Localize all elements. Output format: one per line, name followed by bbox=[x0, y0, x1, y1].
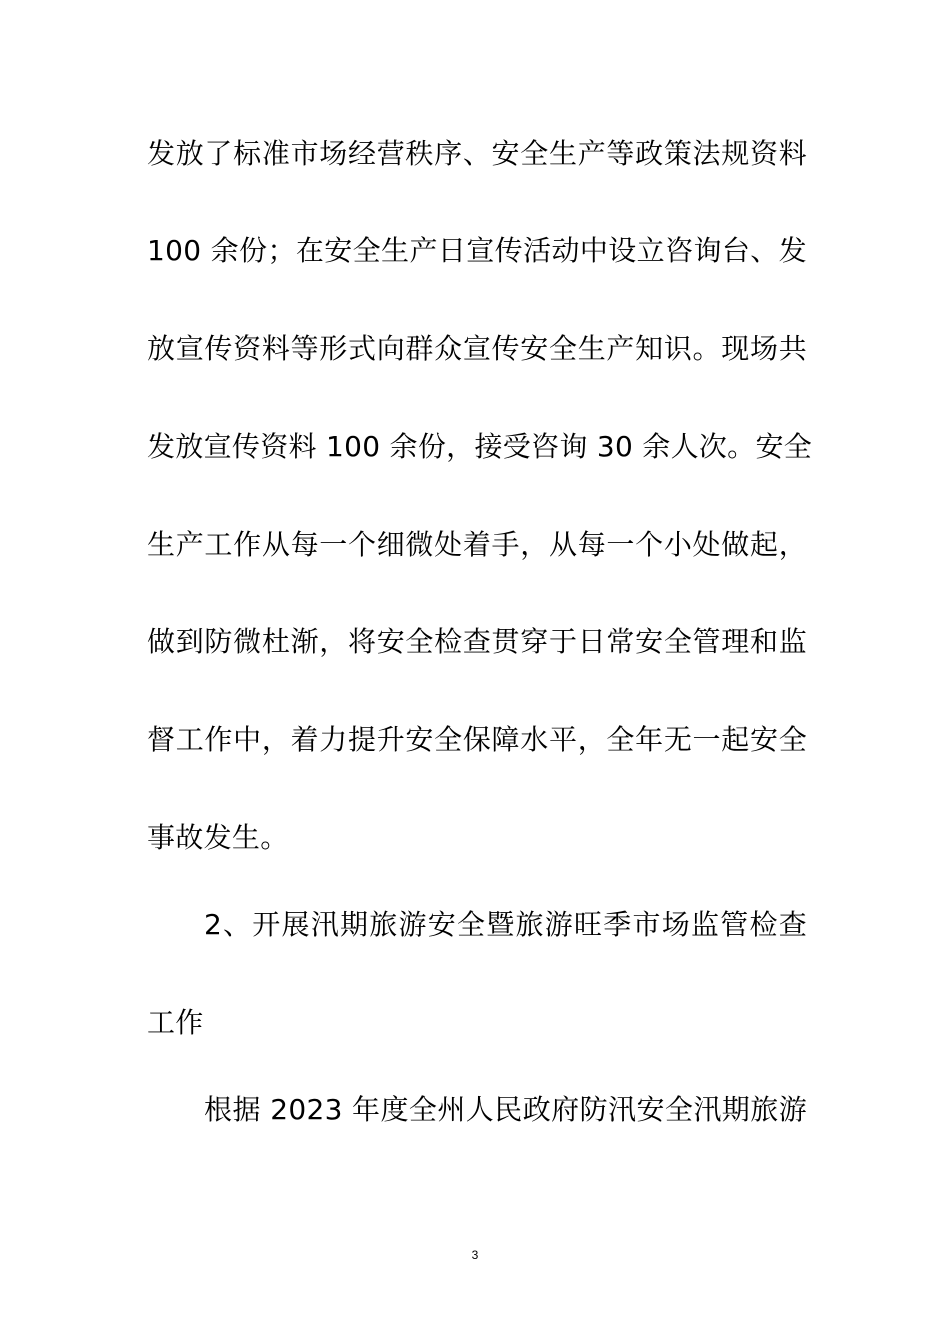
section-heading-continuation: 工作 bbox=[147, 1006, 204, 1039]
body-text-line: 根据 2023 年度全州人民政府防汛安全汛期旅游 bbox=[204, 1093, 807, 1126]
body-text-line: 发放宣传资料 100 余份，接受咨询 30 余人次。安全 bbox=[147, 430, 813, 463]
body-text-line: 100 余份；在安全生产日宣传活动中设立咨询台、发 bbox=[147, 234, 807, 267]
body-text-line: 发放了标准市场经营秩序、安全生产等政策法规资料 bbox=[147, 137, 807, 170]
section-heading: 2、开展汛期旅游安全暨旅游旺季市场监管检查 bbox=[204, 908, 807, 941]
body-text-line: 放宣传资料等形式向群众宣传安全生产知识。现场共 bbox=[147, 332, 807, 365]
body-text-line: 事故发生。 bbox=[147, 821, 289, 854]
body-text-line: 生产工作从每一个细微处着手，从每一个小处做起， bbox=[147, 528, 807, 561]
body-text-line: 督工作中，着力提升安全保障水平，全年无一起安全 bbox=[147, 723, 807, 756]
body-text-line: 做到防微杜渐，将安全检查贯穿于日常安全管理和监 bbox=[147, 625, 807, 658]
page-number: 3 bbox=[471, 1248, 479, 1262]
